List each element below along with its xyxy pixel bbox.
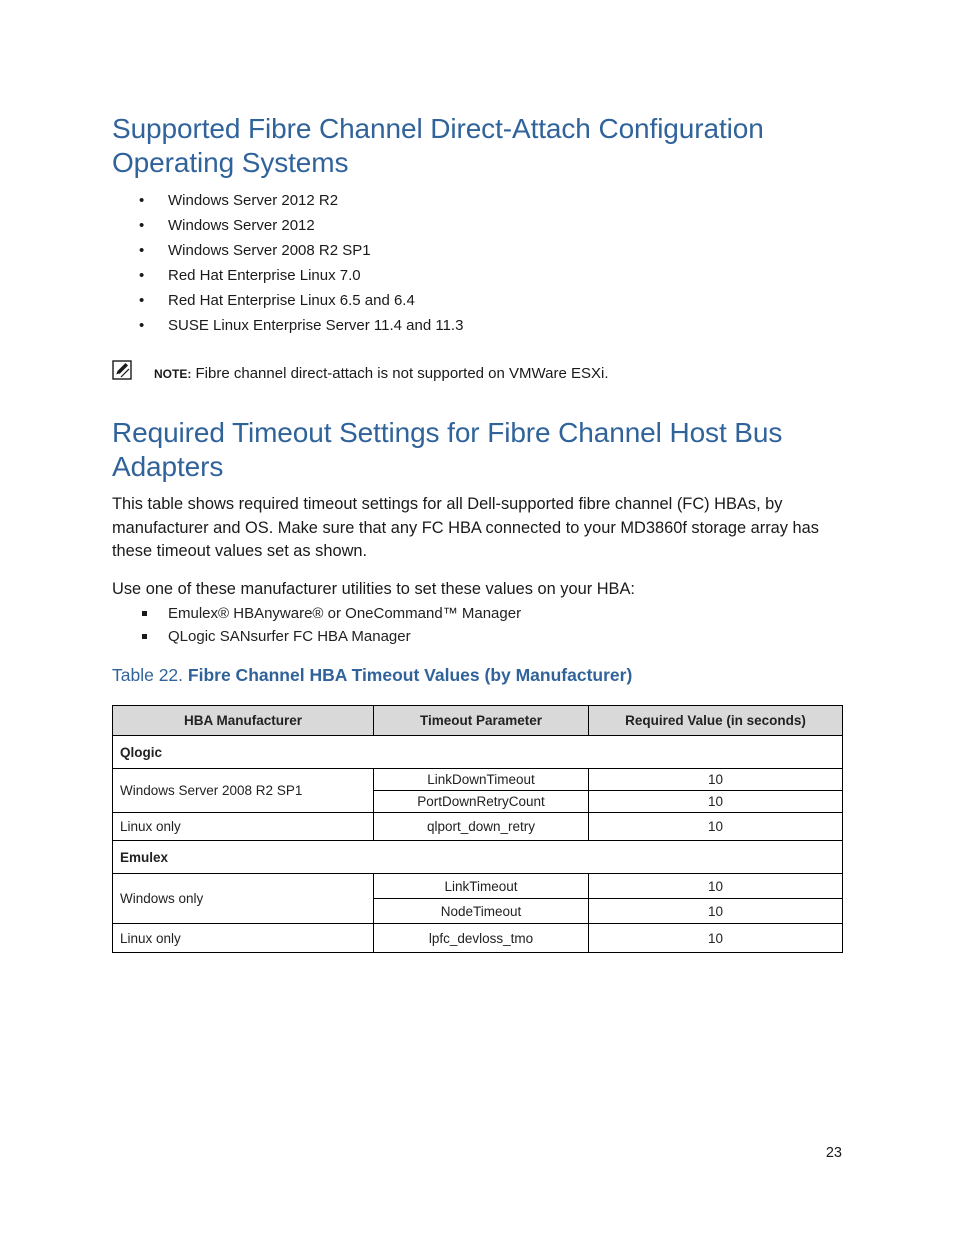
- utilities-paragraph: Use one of these manufacturer utilities to set these values on your HBA:: [112, 580, 635, 598]
- list-item: • Windows Server 2012: [112, 213, 463, 238]
- intro-paragraph: This table shows required timeout settings for all Dell-supported fibre channel (FC) HBAs, by manufacturer and OS. Make sure that any FC HBA connected to your MD3860f storage array has these timeout values set as shown.: [112, 495, 819, 560]
- table-caption-separator: .: [178, 665, 188, 685]
- os-cell: Windows Server 2008 R2 SP1: [113, 769, 374, 813]
- table-row: [113, 813, 843, 841]
- parameter-cell: lpfc_devloss_tmo: [374, 924, 589, 953]
- table-group-row: [113, 841, 843, 874]
- list-item: • Red Hat Enterprise Linux 6.5 and 6.4: [112, 288, 463, 313]
- os-cell: Linux only: [113, 924, 374, 953]
- column-header: Timeout Parameter: [374, 706, 589, 736]
- list-item: • Windows Server 2012 R2: [112, 188, 463, 213]
- table-row: [113, 769, 843, 791]
- table-group-row: [113, 736, 843, 769]
- table-caption: [112, 663, 632, 687]
- list-item: Emulex® HBAnyware® or OneCommand™ Manager: [112, 602, 521, 625]
- value-cell: 10: [589, 813, 843, 841]
- note-pencil-icon: [112, 360, 132, 380]
- parameter-cell: qlport_down_retry: [374, 813, 589, 841]
- column-header: Required Value (in seconds): [589, 706, 843, 736]
- parameter-cell: LinkTimeout: [374, 874, 589, 899]
- os-list: [112, 188, 463, 338]
- value-cell: 10: [589, 791, 843, 813]
- parameter-cell: NodeTimeout: [374, 899, 589, 924]
- value-cell: 10: [589, 874, 843, 899]
- table-row: [113, 924, 843, 953]
- table-caption-title: Fibre Channel HBA Timeout Values (by Manufacturer): [187, 665, 633, 685]
- note-body: Fibre channel direct-attach is not supported on VMWare ESXi.: [191, 365, 609, 382]
- list-item: • SUSE Linux Enterprise Server 11.4 and 11.3: [112, 313, 463, 338]
- os-cell: Windows only: [113, 874, 374, 924]
- value-cell: 10: [589, 924, 843, 953]
- manufacturer-emulex: Emulex: [113, 841, 843, 874]
- section-title-timeout-settings: Required Timeout Settings for Fibre Channel Host Bus Adapters: [112, 417, 783, 482]
- column-header: HBA Manufacturer: [113, 706, 374, 736]
- value-cell: 10: [589, 899, 843, 924]
- note-label: NOTE:: [154, 367, 192, 381]
- list-item: • Windows Server 2008 R2 SP1: [112, 238, 463, 263]
- table-row: [113, 874, 843, 899]
- note-text: [154, 364, 609, 384]
- os-cell: Linux only: [113, 813, 374, 841]
- list-item: • Red Hat Enterprise Linux 7.0: [112, 263, 463, 288]
- page-number: 23: [825, 1145, 842, 1161]
- manufacturer-qlogic: Qlogic: [113, 736, 843, 769]
- parameter-cell: PortDownRetryCount: [374, 791, 589, 813]
- table-header-row: [113, 706, 843, 736]
- parameter-cell: LinkDownTimeout: [374, 769, 589, 791]
- utilities-list: [112, 602, 521, 648]
- hba-timeout-table: [112, 705, 843, 953]
- table-caption-number: Table 22: [112, 665, 179, 685]
- list-item: QLogic SANsurfer FC HBA Manager: [112, 625, 521, 648]
- section-title-supported-os: Supported Fibre Channel Direct-Attach Configuration Operating Systems: [112, 113, 764, 178]
- value-cell: 10: [589, 769, 843, 791]
